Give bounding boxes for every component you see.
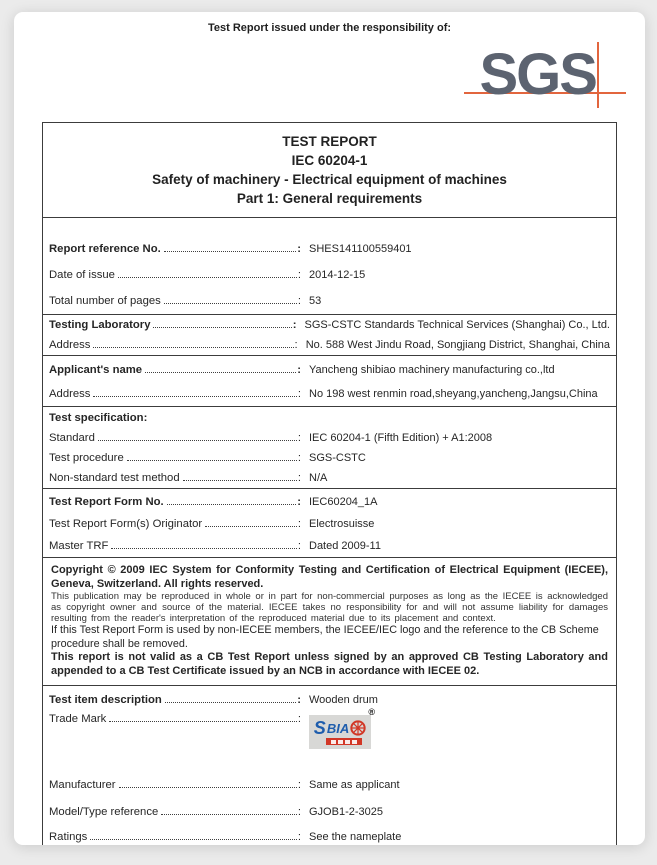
field-value: Electrosuisse (309, 518, 375, 530)
title-line-standard: IEC 60204-1 (291, 153, 368, 168)
copyright-heading: Copyright © 2009 IEC System for Conformity Testing and Certification of Electrical Equipment (IECEE), Geneva, Switzerland. All rights reserved. (51, 564, 608, 590)
field-label-text: Address (49, 388, 91, 400)
non-standard-method-row (43, 468, 616, 488)
field-label-text: Testing Laboratory (49, 319, 151, 331)
field-value: See the nameplate (309, 831, 402, 843)
colon: : (297, 388, 301, 400)
title-block (43, 123, 616, 218)
field-value: No. 588 West Jindu Road, Songjiang District, Shanghai, China (305, 339, 610, 351)
field-label (49, 269, 301, 281)
applicant-address-row (43, 382, 616, 406)
field-label-text: Test Report Form No. (49, 496, 164, 508)
dotted-leader (98, 440, 297, 441)
dotted-leader (127, 460, 297, 461)
report-table (42, 122, 617, 845)
testing-laboratory-section (43, 315, 616, 356)
field-label-text: Applicant's name (49, 364, 143, 376)
test-procedure-row (43, 448, 616, 468)
field-value: GJOB1-2-3025 (309, 805, 383, 818)
colon: : (294, 339, 298, 351)
ratings-row (43, 824, 616, 845)
dotted-leader (164, 303, 297, 304)
issued-note: Test Report issued under the responsibility of: (207, 22, 452, 34)
field-value: SHES141100559401 (309, 243, 412, 255)
manufacturer-row (43, 771, 616, 799)
field-value: Dated 2009-11 (309, 540, 381, 552)
trademark-wordmark (314, 719, 366, 737)
sgs-wordmark: SGS (479, 42, 596, 107)
field-label (49, 243, 301, 255)
drum-wheel-icon (350, 720, 366, 736)
field-value: SGS-CSTC Standards Technical Services (Shanghai) Co., Ltd. (304, 319, 610, 331)
dotted-leader (111, 548, 296, 549)
dotted-leader (90, 839, 297, 840)
colon: : (297, 831, 301, 843)
field-label-text: Address (49, 339, 91, 351)
test-item-description-row (43, 689, 616, 711)
colon: : (297, 364, 301, 376)
field-label-text: Report reference No. (49, 243, 161, 255)
field-value: 53 (309, 295, 322, 307)
field-label (49, 339, 298, 351)
sbia-trademark-logo (309, 707, 375, 749)
dotted-leader (167, 504, 297, 505)
field-label-text: Test item description (49, 694, 162, 706)
dotted-leader (118, 277, 297, 278)
field-label (49, 452, 301, 464)
colon: : (297, 496, 301, 508)
sgs-logo (452, 40, 612, 112)
field-label (49, 319, 297, 331)
dotted-leader (161, 814, 297, 815)
dotted-leader (109, 721, 297, 722)
standard-row (43, 428, 616, 448)
copyright-fine-print: This publication may be reproduced in whole or in part for non-commercial purposes as long as the IECEE is acknowledged as copyright owner and source of the material. IECEE takes no responsibility for and will not assume liability for damages resulting from the reader's interpretation of the reproduced material due to its placement and context. (51, 591, 608, 624)
colon: : (297, 713, 301, 725)
copyright-validity-note: This report is not valid as a CB Test Report unless signed by an approved CB Testing Laboratory and appended to a CB Test Certificate issued by an NCB in accordance with IECEE 02. (51, 651, 608, 677)
colon: : (297, 805, 301, 818)
field-label (49, 432, 301, 444)
dotted-leader (153, 327, 291, 328)
colon: : (292, 319, 297, 331)
field-label-text: Ratings (49, 831, 88, 843)
test-specification-heading (43, 408, 616, 428)
test-item-section (43, 686, 616, 845)
test-specification-section (43, 407, 616, 489)
field-label (49, 806, 301, 818)
colon: : (297, 243, 301, 255)
document-page (14, 12, 645, 845)
field-value: 2014-12-15 (309, 269, 366, 281)
title-line-test-report: TEST REPORT (282, 134, 377, 149)
field-value: N/A (309, 472, 328, 484)
title-line-part: Part 1: General requirements (236, 191, 423, 206)
section-heading-text: Test specification: (49, 412, 148, 424)
dotted-leader (93, 396, 296, 397)
copyright-removal-note: If this Test Report Form is used by non-IECEE members, the IECEE/IEC logo and the reference to the CB Scheme procedure shall be removed. (51, 624, 599, 650)
colon: : (297, 540, 301, 552)
field-value: SGS-CSTC (309, 452, 366, 464)
field-label (49, 472, 301, 484)
trf-number-row (43, 491, 616, 513)
field-label (49, 295, 301, 307)
field-label (49, 388, 301, 400)
trf-section (43, 489, 616, 558)
colon: : (297, 432, 301, 444)
field-label-text: Date of issue (49, 269, 115, 281)
trademark-letters: BIA (326, 720, 350, 736)
field-label-text: Non-standard test method (49, 472, 180, 484)
dotted-leader (93, 347, 293, 348)
colon: : (297, 518, 301, 530)
trademark-banner (326, 738, 362, 745)
field-label-text: Trade Mark (49, 713, 107, 725)
field-value: Same as applicant (309, 779, 400, 791)
field-label (49, 831, 301, 843)
report-meta-section (43, 234, 616, 315)
date-of-issue-row (43, 262, 616, 288)
laboratory-address-row (43, 335, 616, 355)
sgs-vertical-line (597, 42, 599, 108)
colon: : (297, 779, 301, 791)
field-label (49, 540, 301, 552)
colon: : (297, 269, 301, 281)
trf-originator-row (43, 513, 616, 535)
copyright-section (43, 558, 616, 686)
trade-mark-row (43, 707, 616, 771)
field-value: IEC 60204-1 (Fifth Edition) + A1:2008 (309, 432, 493, 444)
dotted-leader (164, 251, 296, 252)
applicant-section (43, 356, 616, 407)
master-trf-row (43, 535, 616, 557)
blank-row (43, 218, 616, 234)
field-label-text: Test Report Form(s) Originator (49, 518, 203, 530)
colon: : (297, 295, 301, 307)
dotted-leader (165, 702, 296, 703)
dotted-leader (183, 480, 297, 481)
colon: : (297, 694, 301, 706)
trademark-initial: S (313, 718, 326, 738)
field-label-text: Total number of pages (49, 295, 161, 307)
model-type-row (43, 799, 616, 824)
trade-mark-value (301, 707, 610, 749)
applicant-name-row (43, 358, 616, 382)
dotted-leader (119, 787, 297, 788)
field-label-text: Master TRF (49, 540, 109, 552)
colon: : (297, 472, 301, 484)
field-value: IEC60204_1A (309, 496, 378, 508)
title-line-subject: Safety of machinery - Electrical equipment of machines (152, 172, 507, 187)
field-label (49, 779, 301, 791)
field-value: Wooden drum (309, 694, 378, 706)
colon: : (297, 452, 301, 464)
testing-laboratory-row (43, 315, 616, 335)
dotted-leader (145, 372, 296, 373)
report-reference-row (43, 236, 616, 262)
field-value: Yancheng shibiao machinery manufacturing co.,ltd (309, 364, 555, 376)
field-label (49, 496, 301, 508)
field-label (49, 713, 301, 725)
field-value: No 198 west renmin road,sheyang,yancheng,Jangsu,China (309, 388, 598, 400)
field-label (49, 364, 301, 376)
dotted-leader (205, 526, 297, 527)
total-pages-row (43, 288, 616, 314)
field-label (49, 694, 301, 706)
registered-trademark-icon: ® (368, 707, 375, 717)
field-label (49, 518, 301, 530)
field-label-text: Manufacturer (49, 779, 116, 791)
field-label-text: Standard (49, 432, 95, 444)
field-label-text: Test procedure (49, 452, 124, 464)
field-label-text: Model/Type reference (49, 805, 159, 818)
